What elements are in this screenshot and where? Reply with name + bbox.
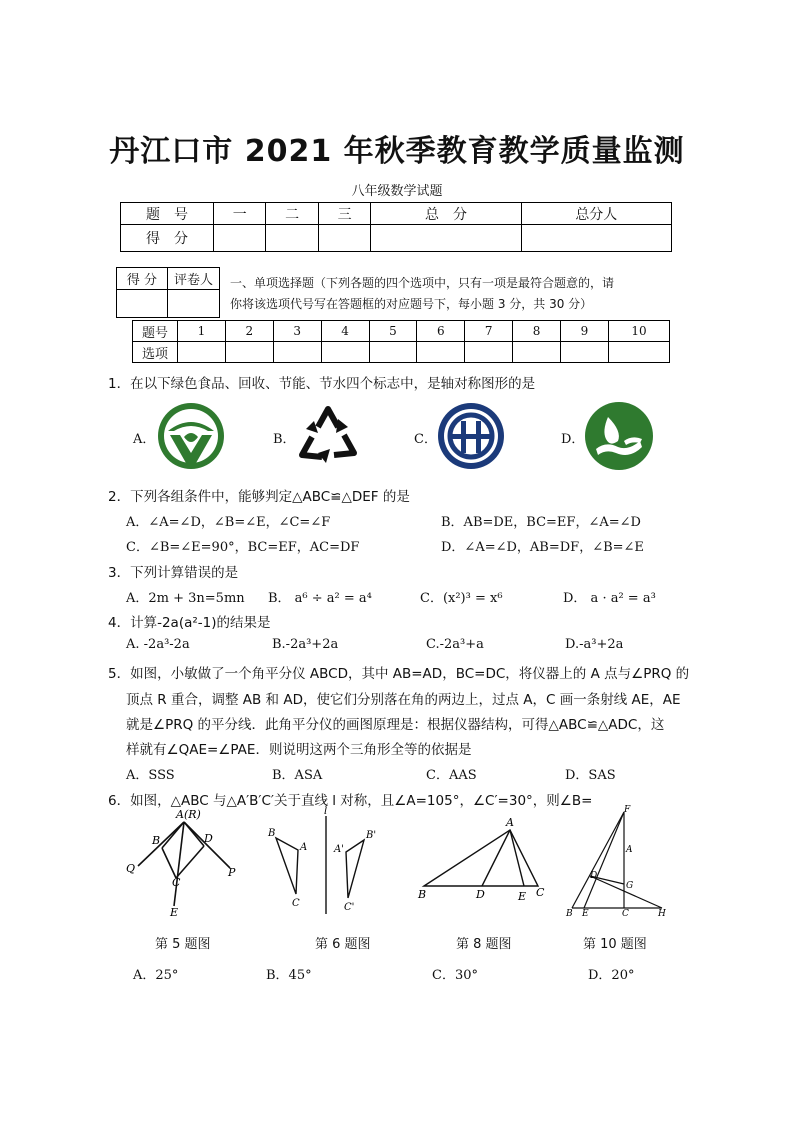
figure-caption: 第 10 题图	[583, 937, 647, 952]
fig6-label: l	[324, 806, 328, 817]
energy-saving-logo-icon	[436, 401, 506, 471]
q2-option-d: D．∠A=∠D，AB=DF，∠B=∠E	[441, 540, 644, 555]
fig6-label: B	[268, 828, 276, 839]
score-table-header-cell: 题 号	[121, 203, 214, 225]
answer-cell[interactable]	[465, 342, 513, 363]
q5-line: 顶点 R 重合，调整 AB 和 AD，使它们分别落在角的两边上，过点 A，C 画一条射线 AE，AE	[126, 692, 681, 708]
figure-8-diagram	[414, 812, 554, 904]
q1-option-d-label: D．	[561, 432, 585, 447]
answer-number: 9	[561, 321, 609, 342]
fig5-label: C	[172, 876, 181, 889]
answer-number: 8	[513, 321, 561, 342]
q2-option-a: A．∠A=∠D，∠B=∠E，∠C=∠F	[126, 515, 331, 530]
q4-option-a: A. -2a³-2a	[126, 637, 190, 652]
score-row-label: 得 分	[121, 225, 214, 252]
q4-option-c: C.-2a³+a	[426, 637, 484, 652]
q5-option-c: C．AAS	[426, 768, 477, 783]
grader-score-cell[interactable]	[117, 290, 168, 318]
score-input-cell[interactable]	[318, 225, 370, 252]
answer-cell[interactable]	[513, 342, 561, 363]
answer-number: 7	[465, 321, 513, 342]
water-saving-logo-icon	[584, 401, 654, 471]
q4-stem: 4．计算-2a(a²-1)的结果是	[108, 615, 271, 631]
answer-number: 1	[178, 321, 226, 342]
q5-option-d: D．SAS	[565, 768, 616, 783]
page-title: 丹江口市 2021 年秋季教育教学质量监测	[109, 134, 685, 169]
score-input-cell[interactable]	[214, 225, 266, 252]
score-input-cell[interactable]	[266, 225, 318, 252]
score-table-header-cell: 二	[266, 203, 318, 225]
fig8-label: B	[418, 888, 427, 901]
answer-cell[interactable]	[225, 342, 273, 363]
fig5-label: B	[152, 834, 161, 847]
q6-option-c: C．30°	[432, 968, 478, 983]
answer-cell[interactable]	[609, 342, 670, 363]
answer-table-label: 选项	[133, 342, 178, 363]
fig8-label: A	[506, 816, 514, 829]
fig8-label: E	[518, 890, 527, 903]
q4-option-d: D.-a³+2a	[565, 637, 624, 652]
q2-stem: 2．下列各组条件中，能够判定△ABC≌△DEF 的是	[108, 489, 410, 505]
q1-option-c-label: C．	[414, 432, 437, 447]
answer-cell[interactable]	[417, 342, 465, 363]
fig10-label: A	[626, 845, 633, 855]
section-instruction-line2: 你将该选项代号写在答题框的对应题号下，每小题 3 分，共 30 分）	[230, 297, 593, 311]
q5-option-b: B．ASA	[272, 768, 323, 783]
q2-option-b: B．AB=DE，BC=EF，∠A=∠D	[441, 515, 641, 530]
fig6-label: B'	[366, 830, 377, 841]
fig10-label: H	[658, 909, 666, 918]
answer-cell[interactable]	[178, 342, 226, 363]
q2-option-c: C．∠B=∠E=90°，BC=EF，AC=DF	[126, 540, 360, 555]
q3-option-a: A．2m + 3n=5mn	[126, 591, 245, 606]
q6-option-d: D．20°	[588, 968, 635, 983]
q1-option-b-label: B．	[273, 432, 296, 447]
answer-number: 2	[225, 321, 273, 342]
fig10-label: G	[626, 881, 634, 891]
section-instruction-line1: 一、单项选择题（下列各题的四个选项中，只有一项是最符合题意的，请	[230, 276, 615, 290]
score-table	[120, 202, 672, 252]
answer-number: 3	[273, 321, 321, 342]
answer-cell[interactable]	[369, 342, 417, 363]
q5-option-a: A．SSS	[126, 768, 175, 783]
q1-option-a-label: A．	[133, 432, 156, 447]
figure-caption: 第 8 题图	[456, 937, 512, 952]
figure-5-diagram	[120, 806, 250, 918]
q3-option-b: B． a⁶ ÷ a² = a⁴	[268, 591, 372, 606]
answer-number: 4	[321, 321, 369, 342]
q6-option-a: A．25°	[133, 968, 179, 983]
answer-number: 6	[417, 321, 465, 342]
page-subtitle: 八年级数学试题	[351, 184, 443, 199]
answer-number: 5	[369, 321, 417, 342]
grader-name-cell[interactable]	[168, 290, 220, 318]
fig10-label: B	[566, 909, 573, 918]
green-food-logo-icon	[156, 401, 226, 471]
grader-box	[116, 267, 220, 318]
answer-table	[132, 320, 670, 363]
figure-6-diagram	[262, 806, 392, 918]
fig8-label: C	[536, 886, 545, 899]
answer-cell[interactable]	[321, 342, 369, 363]
q6-option-b: B．45°	[266, 968, 312, 983]
q4-option-b: B.-2a³+2a	[272, 637, 339, 652]
recycle-logo-icon	[296, 401, 360, 469]
score-table-header-cell: 三	[318, 203, 370, 225]
score-table-header-cell: 总分人	[521, 203, 671, 225]
grader-name-label: 评卷人	[168, 268, 220, 290]
figure-caption: 第 5 题图	[155, 937, 211, 952]
fig5-label: Q	[126, 862, 136, 875]
q1-stem: 1．在以下绿色食品、回收、节能、节水四个标志中，是轴对称图形的是	[108, 376, 536, 392]
q5-line: 样就有∠QAE=∠PAE．则说明这两个三角形全等的依据是	[126, 742, 472, 758]
fig6-label: C'	[344, 902, 355, 913]
fig5-label: A(R)	[176, 808, 201, 821]
score-input-cell[interactable]	[371, 225, 521, 252]
fig6-label: C	[292, 898, 300, 909]
q5-line: 就是∠PRQ 的平分线．此角平分仪的画图原理是：根据仪器结构，可得△ABC≌△ADC，这	[126, 717, 665, 733]
fig10-label: F	[624, 805, 631, 815]
fig10-label: D	[590, 871, 598, 881]
q6-stem: 6．如图，△ABC 与△A′B′C′关于直线 l 对称，且∠A=105°，∠C′=30°，则∠B=	[108, 793, 593, 809]
score-table-header-cell: 一	[214, 203, 266, 225]
score-table-header-cell: 总 分	[371, 203, 521, 225]
fig5-label: E	[170, 906, 179, 918]
answer-cell[interactable]	[273, 342, 321, 363]
score-input-cell[interactable]	[521, 225, 671, 252]
q3-option-d: D． a · a² = a³	[563, 591, 656, 606]
q3-stem: 3．下列计算错误的是	[108, 565, 239, 581]
figure-10-diagram	[562, 804, 674, 918]
fig10-label: E	[582, 909, 589, 918]
answer-table-label: 题号	[133, 321, 178, 342]
fig6-label: A	[300, 842, 308, 853]
fig8-label: D	[476, 888, 485, 901]
answer-cell[interactable]	[561, 342, 609, 363]
fig5-label: D	[204, 832, 213, 845]
figure-caption: 第 6 题图	[315, 937, 371, 952]
fig10-label: C	[622, 909, 629, 918]
answer-number: 10	[609, 321, 670, 342]
grader-score-label: 得 分	[117, 268, 168, 290]
fig6-label: A'	[334, 844, 344, 855]
q5-line: 5．如图，小敏做了一个角平分仪 ABCD，其中 AB=AD，BC=DC，将仪器上的 A 点与∠PRQ 的	[108, 666, 690, 682]
fig5-label: P	[228, 866, 236, 879]
q3-option-c: C．(x²)³ = x⁶	[420, 591, 503, 606]
